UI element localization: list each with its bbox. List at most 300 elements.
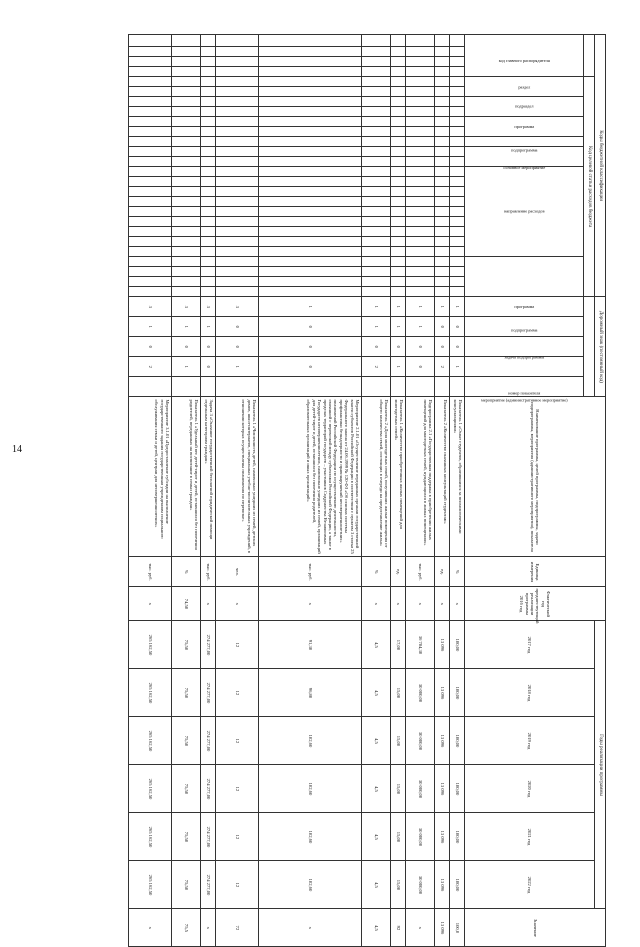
kbk-cell [362,57,391,67]
row-unit: чел. [216,557,259,587]
kbk-cell [362,157,391,167]
kbk-cell [129,267,172,277]
row-unit: % [172,557,201,587]
header-year-6: 2022 год [465,861,595,909]
kbk-cell [362,67,391,77]
code-digit-1: 3 [129,297,172,317]
kbk-cell [406,77,435,87]
row-year-3: 75,50 [172,717,201,765]
kbk-cell [259,177,362,187]
header-years: Годы реализации программы [595,621,606,909]
kbk-cell [172,177,201,187]
code-digit-1: 1 [259,297,362,317]
kbk-cell [450,35,465,47]
code-digit-1: 1 [362,297,391,317]
kbk-cell [406,287,435,297]
kbk-cell [172,127,201,137]
row-fact: х [391,587,406,621]
kbk-cell [406,187,435,197]
kbk-cell [362,227,391,237]
row-year-4: 13 096 [435,765,450,813]
kbk-cell [172,77,201,87]
kbk-cell [129,207,172,217]
kbk-cell [129,247,172,257]
kbk-cell [201,35,216,47]
kbk-cell [435,237,450,247]
kbk-cell [362,35,391,47]
kbk-cell [216,287,259,297]
row-year-5: 4,5 [362,813,391,861]
row-year-2: 265 162,50 [129,669,172,717]
kbk-cell [391,117,406,127]
kbk-cell [391,287,406,297]
kbk-cell [129,35,172,47]
kbk-cell [406,177,435,187]
code-digit-5 [362,377,391,397]
row-year-1: 91,30 [259,621,362,669]
table-body [129,35,465,947]
row-year-1: 4,5 [362,621,391,669]
kbk-cell [129,47,172,57]
kbk-cell [391,35,406,47]
page-number: 14 [12,444,22,455]
row-unit: % [362,557,391,587]
kbk-cell [435,127,450,137]
row-year-5: 12 [216,813,259,861]
kbk-cell [362,287,391,297]
kbk-cell [362,177,391,187]
kbk-cell [406,247,435,257]
row-fact: х [216,587,259,621]
kbk-cell [406,197,435,207]
table-row [435,35,450,947]
code-digit-2: 1 [362,317,391,337]
kbk-cell [172,187,201,197]
kbk-cell [391,67,406,77]
row-year-4: 4,5 [362,765,391,813]
kbk-cell [450,257,465,267]
kbk-cell [129,147,172,157]
kbk-cell [391,97,406,107]
row-name: Показатель 1 «Удельный вес детей-сирот и детей, оставшихся без попечения родителей, переданных на воспитание в семьи граждан» [172,397,201,557]
kbk-cell [216,217,259,227]
kbk-cell [216,117,259,127]
kbk-cell [172,267,201,277]
header-col-p4: мероприятие (административное мероприятие) [465,357,584,377]
kbk-cell [450,147,465,157]
kbk-cell [201,117,216,127]
row-final: 92 [391,909,406,947]
kbk-cell [201,57,216,67]
code-digit-3: 0 [259,337,362,357]
header-program-code: Код целевой статьи расходов бюджета [584,77,595,297]
kbk-cell [216,107,259,117]
row-year-4: 12 [216,765,259,813]
code-digit-1: 3 [172,297,201,317]
header-year-3: 2019 год [465,717,595,765]
code-digit-4: 0 [406,357,435,377]
row-year-6: 265 162,50 [129,861,172,909]
row-name: Мероприятие 3.1.01 «Предоставление субсидии на выполнение государственного задания государственным учреждениям социального обслуживания семьи и детей, центрам для несовершеннолетних» [129,397,172,557]
kbk-cell [201,287,216,297]
kbk-cell [259,47,362,57]
header-col-p5: номер показателя [465,377,584,397]
kbk-cell [435,47,450,57]
row-year-1: 36 784,30 [406,621,435,669]
row-year-5: 15,00 [391,813,406,861]
row-year-1: 17,00 [391,621,406,669]
kbk-cell [435,207,450,217]
row-year-1: 265 162,50 [129,621,172,669]
kbk-cell [391,157,406,167]
row-year-2: 15,00 [391,669,406,717]
code-digit-4: 1 [391,357,406,377]
kbk-cell [216,267,259,277]
kbk-cell [259,167,362,177]
kbk-cell [406,87,435,97]
kbk-cell [450,237,465,247]
code-digit-3: 0 [129,337,172,357]
header-passport: Дорожный знак (постоянный код) [595,297,606,397]
table-row [129,35,172,947]
program-table [128,34,606,947]
kbk-cell [406,257,435,267]
code-digit-4: 1 [450,357,465,377]
row-name: Подпрограмма 2.1 «Государственная поддержка в приобретении жилых помещений для многодетных семей, нуждающихся в жилых помещениях» [406,397,435,557]
kbk-cell [362,97,391,107]
row-name: Показатель 1 «Численность детей, самовольно ушедших из семей, детских домов, школ-интернатов, специальных учебно-воспитательных учреждений, в отношении которых осуществлены полномочия по перевозке» [216,397,259,557]
kbk-cell [201,87,216,97]
kbk-cell [406,157,435,167]
code-digit-5 [216,377,259,397]
row-final: х [201,909,216,947]
row-fact: х [406,587,435,621]
table-row [259,35,362,947]
kbk-cell [172,67,201,77]
kbk-cell [362,117,391,127]
kbk-cell [435,227,450,237]
row-year-3: 12 [216,717,259,765]
row-year-4: 100,00 [450,765,465,813]
kbk-cell [362,77,391,87]
code-digit-2: 1 [172,317,201,337]
kbk-cell [172,157,201,167]
kbk-cell [362,267,391,277]
kbk-cell [435,267,450,277]
kbk-cell [391,177,406,187]
kbk-cell [129,257,172,267]
kbk-cell [259,227,362,237]
row-year-5: 30 000,00 [406,813,435,861]
kbk-cell [362,137,391,147]
kbk-cell [450,87,465,97]
kbk-cell [201,77,216,87]
row-final: 72 [216,909,259,947]
row-name: Показатель 2 «Количество оказанных консультаций студентам» [435,397,450,557]
code-digit-2: 1 [201,317,216,337]
kbk-cell [201,107,216,117]
kbk-cell [259,35,362,47]
row-final: 13 096 [435,909,450,947]
kbk-cell [259,137,362,147]
kbk-cell [172,57,201,67]
row-year-6: 30 000,00 [406,861,435,909]
kbk-cell [391,267,406,277]
row-year-6: 100,00 [450,861,465,909]
kbk-cell [406,217,435,227]
row-name: Показатель 2 «Доля многодетных семей, получивших жилые помещения от общего количества семей, состоящих в очереди на предоставление жилья» [362,397,391,557]
kbk-cell [450,117,465,127]
kbk-cell [129,117,172,127]
code-digit-1: 1 [406,297,435,317]
code-digit-3: 0 [450,337,465,357]
row-year-6: 12 [216,861,259,909]
header-col-p1: программа [465,297,584,317]
kbk-cell [216,247,259,257]
header-col-direction: направление расходов [465,167,584,257]
code-digit-1: 1 [450,297,465,317]
kbk-cell [435,147,450,157]
kbk-cell [129,237,172,247]
header-name: Наименование программы, целей программы, подпрограммы, задачи подпрограммы, мероприятия (административного мероприятия), показателя [465,397,606,557]
kbk-cell [129,177,172,187]
row-final: 4,5 [362,909,391,947]
code-digit-5 [391,377,406,397]
header-final: Значение [465,909,606,947]
kbk-cell [450,107,465,117]
kbk-cell [201,197,216,207]
header-unit: Единица измерения [465,557,606,587]
row-year-5: 102,60 [259,813,362,861]
code-digit-4: 0 [259,357,362,377]
header-col-extra [465,257,584,297]
kbk-cell [172,227,201,237]
kbk-cell [259,77,362,87]
kbk-cell [406,147,435,157]
kbk-cell [201,97,216,107]
kbk-cell [172,217,201,227]
kbk-cell [435,217,450,227]
code-digit-2: 1 [406,317,435,337]
row-year-4: 265 162,50 [129,765,172,813]
kbk-cell [450,77,465,87]
header-year-1: 2017 год [465,621,595,669]
row-year-5: 274 277,00 [201,813,216,861]
row-year-4: 102,60 [259,765,362,813]
code-digit-3: 0 [406,337,435,357]
row-year-3: 274 277,00 [201,717,216,765]
kbk-cell [435,157,450,167]
row-fact: х [129,587,172,621]
row-final: 100,0 [450,909,465,947]
header-year-5: 2021 год [465,813,595,861]
row-year-5: 100,00 [450,813,465,861]
row-year-2: 4,5 [362,669,391,717]
kbk-cell [406,277,435,287]
row-year-2: 30 000,00 [406,669,435,717]
kbk-cell [216,127,259,137]
header-col-event: основное мероприятие [465,147,584,167]
kbk-cell [406,97,435,107]
row-year-2: 96,80 [259,669,362,717]
kbk-cell [259,147,362,157]
row-unit: ед. [391,557,406,587]
kbk-cell [129,197,172,207]
row-year-6: 274 277,00 [201,861,216,909]
kbk-cell [259,287,362,297]
code-digit-3: 0 [201,337,216,357]
kbk-cell [391,167,406,177]
code-digit-4: 2 [362,357,391,377]
kbk-cell [129,97,172,107]
kbk-cell [406,57,435,67]
code-digit-5 [172,377,201,397]
kbk-cell [216,47,259,57]
kbk-cell [216,157,259,167]
kbk-cell [259,187,362,197]
header-year-2: 2018 год [465,669,595,717]
kbk-cell [259,217,362,227]
kbk-cell [201,267,216,277]
row-year-2: 100,00 [450,669,465,717]
kbk-cell [435,57,450,67]
kbk-cell [216,177,259,187]
row-unit: % [450,557,465,587]
kbk-cell [391,127,406,137]
kbk-cell [362,87,391,97]
kbk-cell [450,57,465,67]
row-final: х [129,909,172,947]
kbk-cell [435,197,450,207]
kbk-cell [435,257,450,267]
rotated-page [46,34,606,937]
kbk-cell [362,47,391,57]
row-year-3: 13 096 [435,717,450,765]
kbk-cell [435,35,450,47]
row-year-5: 265 162,50 [129,813,172,861]
kbk-cell [391,227,406,237]
kbk-cell [391,107,406,117]
kbk-cell [259,87,362,97]
code-digit-3: 0 [391,337,406,357]
kbk-cell [435,97,450,107]
header-col-prog: программа [465,117,584,137]
kbk-cell [172,137,201,147]
kbk-cell [362,167,391,177]
kbk-cell [216,137,259,147]
header-col-pr: подраздел [465,97,584,117]
kbk-cell [450,247,465,257]
kbk-cell [259,267,362,277]
row-unit: тыс. руб. [201,557,216,587]
kbk-cell [406,47,435,57]
kbk-cell [435,137,450,147]
row-year-6: 4,5 [362,861,391,909]
kbk-cell [172,287,201,297]
kbk-cell [406,137,435,147]
kbk-cell [450,127,465,137]
kbk-cell [406,127,435,137]
row-final: х [259,909,362,947]
row-year-2: 12 [216,669,259,717]
kbk-cell [201,47,216,57]
code-digit-5 [201,377,216,397]
code-digit-1: 1 [391,297,406,317]
code-digit-5 [435,377,450,397]
kbk-cell [129,287,172,297]
kbk-cell [391,137,406,147]
kbk-cell [362,277,391,287]
kbk-cell [259,117,362,127]
code-digit-2: 1 [391,317,406,337]
code-digit-1: 1 [435,297,450,317]
kbk-cell [172,35,201,47]
row-fact: х [201,587,216,621]
kbk-cell [406,117,435,127]
kbk-cell [406,207,435,217]
row-year-1: 274 277,00 [201,621,216,669]
kbk-cell [201,147,216,157]
kbk-cell [172,97,201,107]
code-digit-5 [450,377,465,397]
header-kbk: Коды бюджетной классификации [595,35,606,297]
kbk-cell [259,197,362,207]
kbk-cell [391,237,406,247]
row-name: Задача 3 «Оказание государственной бесплатной юридической помощи отдельным категориям граждан» [201,397,216,557]
kbk-cell [201,167,216,177]
row-year-6: 13 096 [435,861,450,909]
kbk-cell [450,287,465,297]
header-col-p3: задача подпрограммы [465,337,584,357]
kbk-cell [201,247,216,257]
kbk-cell [362,147,391,157]
kbk-cell [450,67,465,77]
kbk-cell [172,107,201,117]
kbk-cell [435,107,450,117]
kbk-cell [201,137,216,147]
kbk-cell [259,57,362,67]
row-fact: х [362,587,391,621]
kbk-cell [201,217,216,227]
row-year-1: 12 [216,621,259,669]
code-digit-5 [259,377,362,397]
kbk-cell [172,197,201,207]
header-year-4: 2020 год [465,765,595,813]
kbk-cell [259,237,362,247]
row-year-4: 15,00 [391,765,406,813]
kbk-cell [216,57,259,67]
table-row [216,35,259,947]
kbk-cell [172,47,201,57]
kbk-cell [362,247,391,257]
kbk-cell [435,77,450,87]
kbk-cell [450,217,465,227]
kbk-cell [362,107,391,117]
row-fact: х [259,587,362,621]
row-year-1: 13 096 [435,621,450,669]
kbk-cell [406,67,435,77]
row-year-1: 100,00 [450,621,465,669]
header-col-grbs: код главного распорядителя [465,35,584,77]
kbk-cell [362,257,391,267]
code-digit-1: 3 [201,297,216,317]
row-fact: х [435,587,450,621]
kbk-cell [391,247,406,257]
kbk-cell [450,167,465,177]
kbk-cell [450,97,465,107]
header-grbs [584,35,595,77]
kbk-cell [201,237,216,247]
